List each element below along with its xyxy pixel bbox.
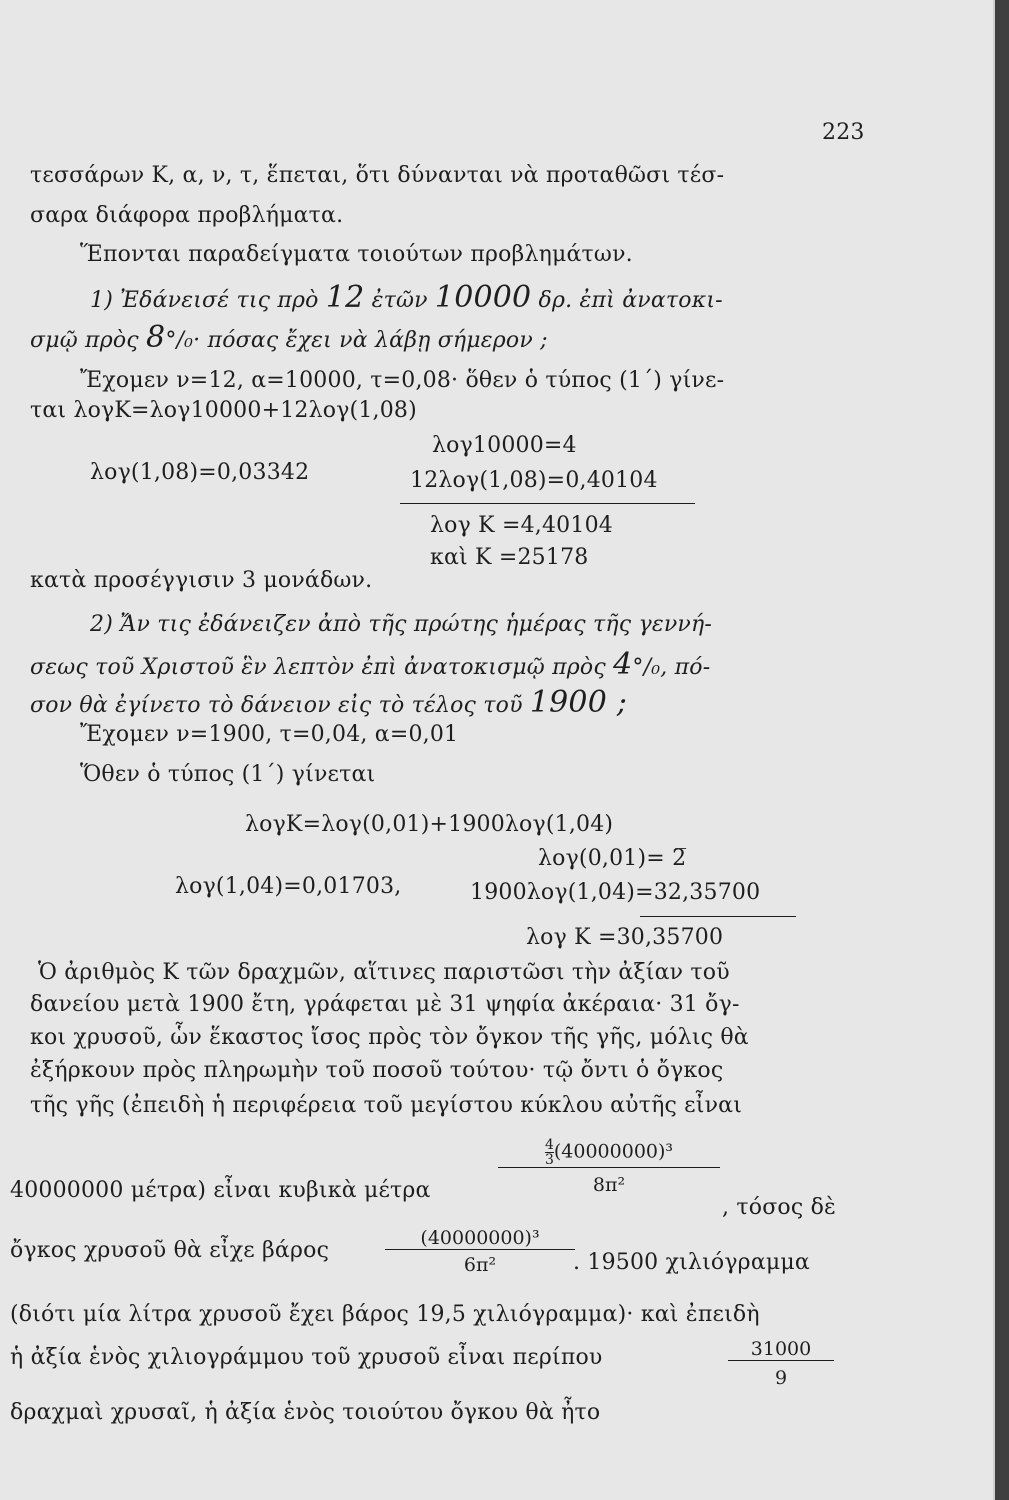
problem-2-statement-cont bbox=[30, 647, 711, 682]
fraction-four: 4 bbox=[544, 1137, 554, 1153]
fraction-power: (40000000)³ bbox=[553, 1140, 674, 1163]
fraction-denominator: 6π² bbox=[385, 1249, 575, 1276]
number-run: 8 bbox=[146, 320, 166, 355]
calc-line: λογ10000=4 bbox=[432, 433, 577, 458]
number-run: 4 bbox=[613, 647, 633, 682]
text-line: Ἔχομεν ν=12, α=10000, τ=0,08· ὅθεν ὁ τύπος (1΄) γίνε- bbox=[80, 368, 725, 393]
text-run: °/₀, πό- bbox=[632, 655, 711, 680]
text-line: 40000000 μέτρα) εἶναι κυβικὰ μέτρα bbox=[10, 1178, 431, 1203]
text-line: τεσσάρων Κ, α, ν, τ, ἕπεται, ὅτι δύνανται νὰ προταθῶσι τέσ- bbox=[30, 163, 725, 188]
fraction-numerator: (40000000)³ bbox=[420, 1227, 540, 1249]
problem-2-statement: 2) Ἄν τις ἐδάνειζεν ἀπὸ τῆς πρώτης ἡμέρας τῆς γεννή- bbox=[90, 612, 712, 637]
problem-1-statement-cont bbox=[30, 320, 548, 355]
text-line: (διότι μία λίτρα χρυσοῦ ἔχει βάρος 19,5 χιλιόγραμμα)· καὶ ἐπειδὴ bbox=[10, 1302, 760, 1327]
calc-line: 12λογ(1,08)=0,40104 bbox=[410, 468, 658, 493]
text-run: σον θὰ ἐγίνετο τὸ δάνειον εἰς τὸ τέλος τοῦ bbox=[30, 693, 523, 718]
calc-line: λογ(1,04)=0,01703, bbox=[175, 874, 402, 899]
text-line: δανείου μετὰ 1900 ἔτη, γράφεται μὲ 31 ψηφία ἀκέραια· 31 ὄγ- bbox=[30, 992, 740, 1017]
text-run: δρ. ἐπὶ ἀνατοκι- bbox=[538, 288, 723, 313]
number-run: 1900 ; bbox=[529, 685, 628, 720]
fraction-numerator bbox=[498, 1138, 720, 1167]
text-line: Ὁ ἀριθμὸς Κ τῶν δραχμῶν, αἵτινες παριστῶσι τὴν ἀξίαν τοῦ bbox=[38, 960, 730, 985]
text-line: , τόσος δὲ bbox=[722, 1195, 837, 1220]
text-line: ὄγκος χρυσοῦ θὰ εἶχε βάρος bbox=[10, 1238, 330, 1263]
problem-1-statement bbox=[90, 280, 723, 315]
number-run: 10000 bbox=[434, 280, 532, 315]
text-line: κατὰ προσέγγισιν 3 μονάδων. bbox=[30, 568, 373, 593]
text-line: κοι χρυσοῦ, ὧν ἕκαστος ἴσος πρὸς τὸν ὄγκον τῆς γῆς, μόλις θὰ bbox=[30, 1025, 749, 1050]
calc-line: καὶ Κ =25178 bbox=[430, 545, 589, 570]
text-run: °/₀· πόσας ἔχει νὰ λάβῃ σήμερον ; bbox=[165, 328, 548, 353]
calc-line: λογ(0,01)= 2̅ bbox=[538, 846, 687, 871]
sum-rule bbox=[640, 916, 796, 917]
calc-line: 1900λογ(1,04)=32,35700 bbox=[470, 880, 761, 905]
text-line: σαρα διάφορα προβλήματα. bbox=[30, 203, 344, 228]
text-line: τῆς γῆς (ἐπειδὴ ἡ περιφέρεια τοῦ μεγίστου κύκλου αὐτῆς εἶναι bbox=[30, 1093, 743, 1118]
text-line: Ἕπονται παραδείγματα τοιούτων προβλημάτων. bbox=[80, 242, 633, 267]
text-run: 1) Ἐδάνεισέ τις πρὸ bbox=[90, 288, 319, 313]
text-line: . 19500 χιλιόγραμμα bbox=[573, 1250, 810, 1275]
fraction-denominator: 9 bbox=[728, 1360, 834, 1389]
text-run: ἐτῶν bbox=[371, 288, 428, 313]
fraction-numerator: 31000 bbox=[750, 1338, 812, 1360]
sum-rule bbox=[400, 503, 695, 504]
weight-fraction bbox=[385, 1227, 575, 1276]
price-fraction bbox=[728, 1338, 834, 1389]
problem-2-statement-cont bbox=[30, 685, 628, 720]
calc-line: λογΚ=λογ(0,01)+1900λογ(1,04) bbox=[245, 812, 614, 837]
text-run: σεως τοῦ Χριστοῦ ἓν λεπτὸν ἐπὶ ἀνατοκισμῷ πρὸς bbox=[30, 655, 606, 680]
calc-line: λογ Κ =4,40104 bbox=[430, 513, 613, 538]
calc-line: λογ Κ =30,35700 bbox=[526, 925, 724, 950]
volume-fraction bbox=[498, 1138, 720, 1196]
text-line: δραχμαὶ χρυσαῖ, ἡ ἀξία ἑνὸς τοιούτου ὄγκου θὰ ἦτο bbox=[10, 1400, 601, 1425]
number-run: 12 bbox=[325, 280, 365, 315]
text-line: ἐξήρκουν πρὸς πληρωμὴν τοῦ ποσοῦ τούτου· τῷ ὄντι ὁ ὄγκος bbox=[30, 1058, 724, 1083]
text-line: Ἔχομεν ν=1900, τ=0,04, α=0,01 bbox=[80, 722, 459, 747]
fraction-three: 3 bbox=[544, 1152, 554, 1168]
calc-line: λογ(1,08)=0,03342 bbox=[90, 460, 310, 485]
text-line: ται λογΚ=λογ10000+12λογ(1,08) bbox=[30, 398, 417, 423]
text-line: Ὅθεν ὁ τύπος (1΄) γίνεται bbox=[80, 762, 376, 787]
page-number: 223 bbox=[822, 120, 865, 145]
text-line: ἡ ἀξία ἑνὸς χιλιογράμμου τοῦ χρυσοῦ εἶναι περίπου bbox=[10, 1345, 603, 1370]
fraction-denominator: 8π² bbox=[498, 1167, 720, 1196]
text-run: σμῷ πρὸς bbox=[30, 328, 139, 353]
